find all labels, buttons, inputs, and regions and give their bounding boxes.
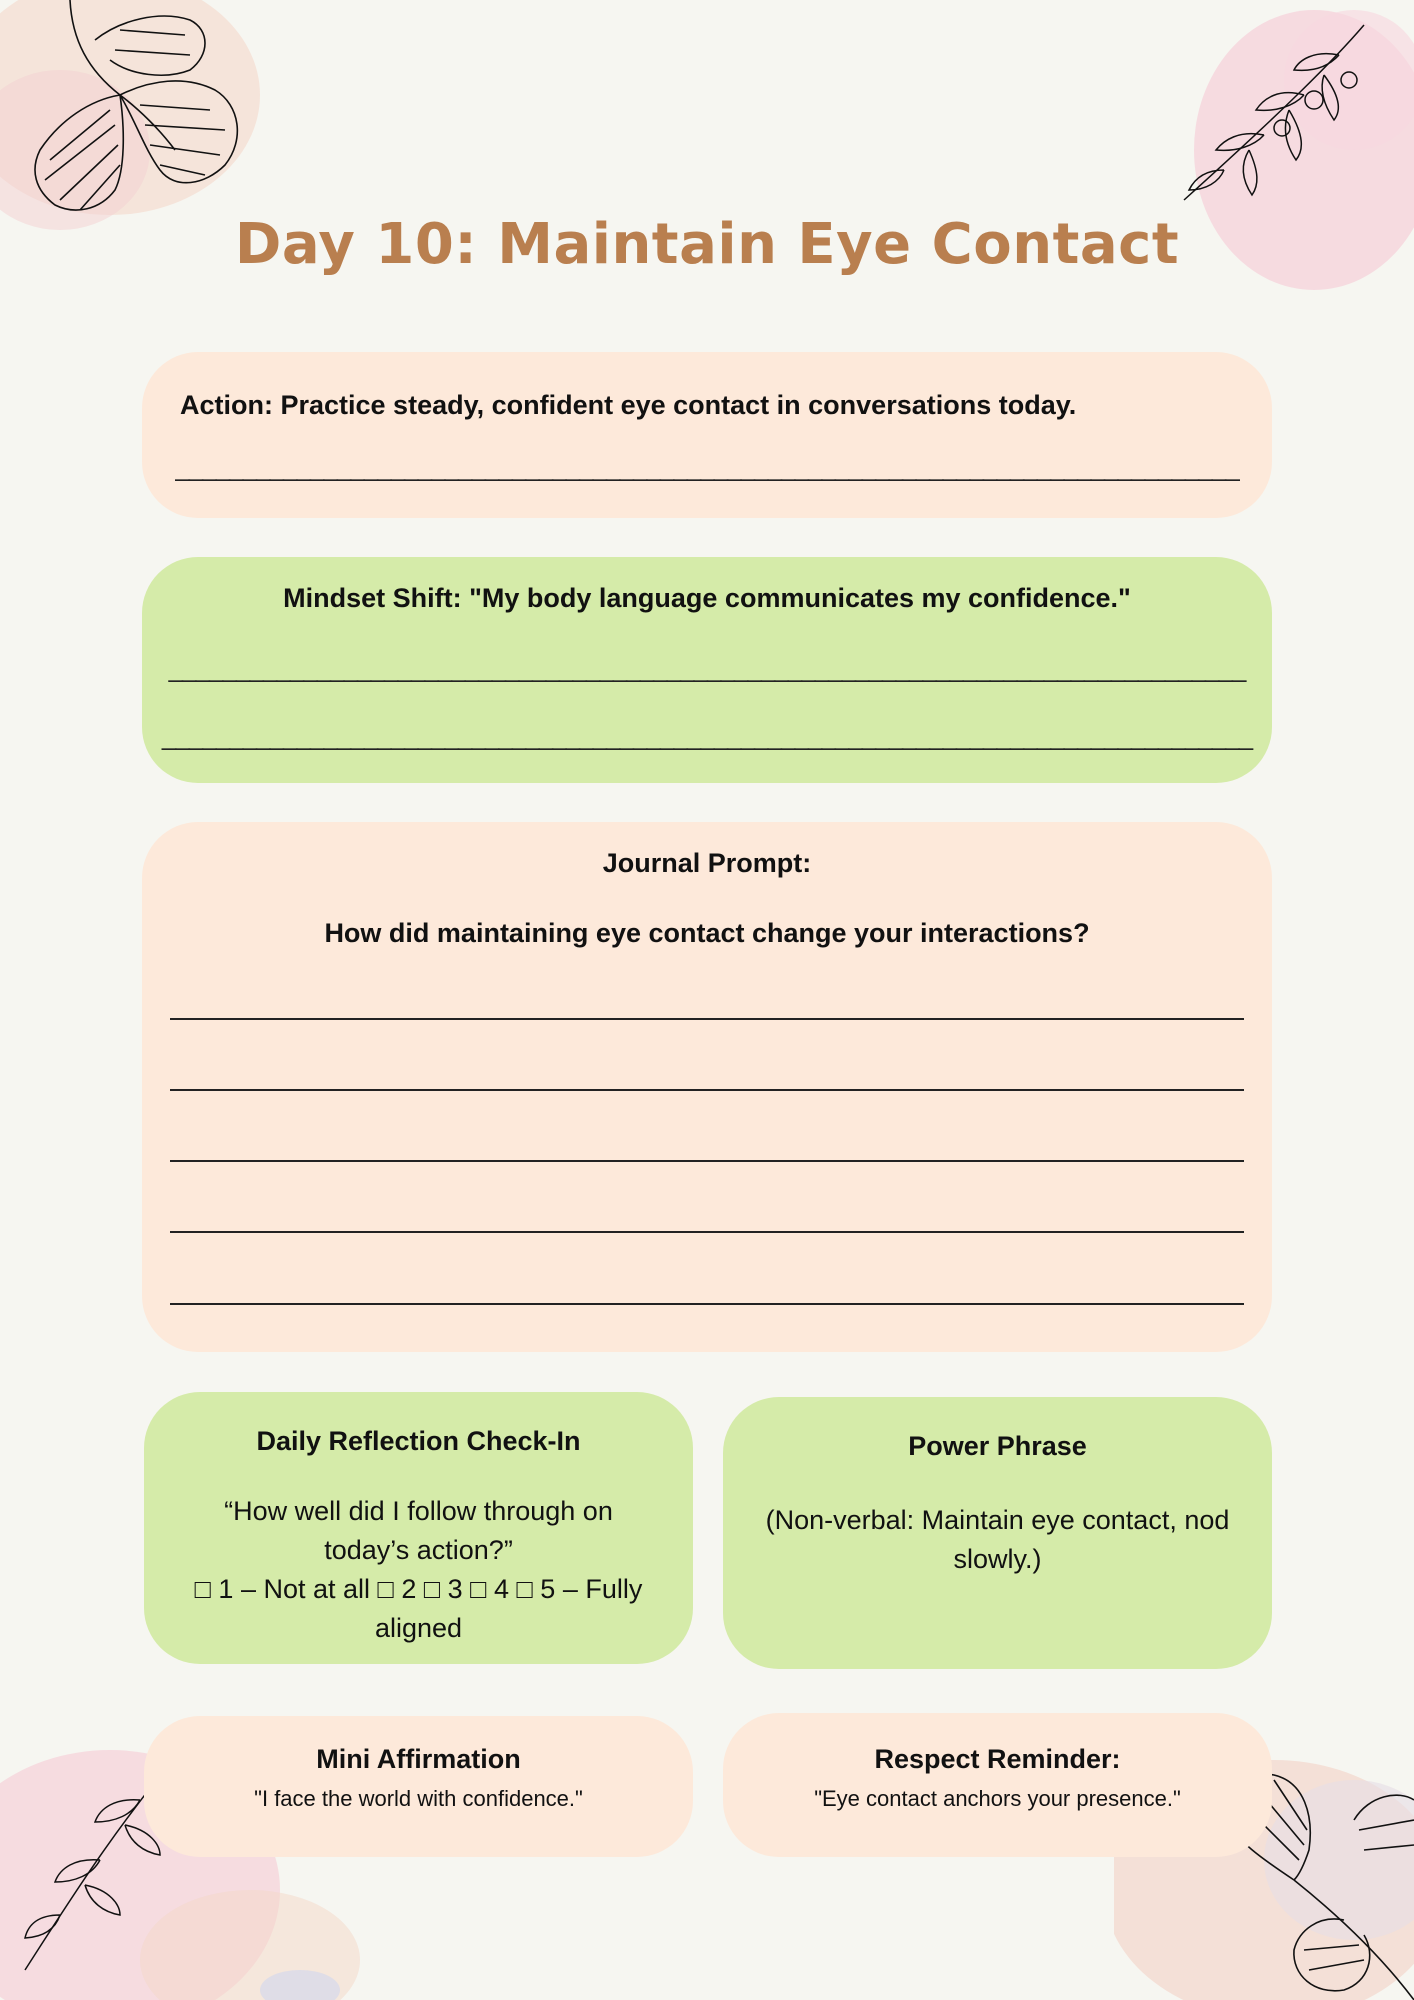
top-left-ginkgo-icon (0, 0, 300, 240)
action-card (142, 352, 1272, 518)
reflection-card (144, 1392, 693, 1664)
journal-writing-line[interactable] (170, 1089, 1244, 1091)
journal-heading: Journal Prompt: (602, 848, 812, 878)
mindset-text: Mindset Shift: "My body language communicates my confidence." (283, 583, 1131, 613)
mini-affirmation-card (144, 1716, 693, 1857)
reflection-question: “How well did I follow through on today’s action?” (224, 1496, 613, 1565)
power-phrase-text: (Non-verbal: Maintain eye contact, nod slowly.) (765, 1505, 1230, 1574)
journal-writing-line[interactable] (170, 1160, 1244, 1162)
respect-reminder-text: "Eye contact anchors your presence." (814, 1786, 1181, 1811)
respect-reminder-heading: Respect Reminder: (874, 1744, 1121, 1774)
mindset-writing-line-2[interactable]: _________________________________________________________________________________ (161, 721, 1253, 751)
page-title: Day 10: Maintain Eye Contact (234, 212, 1180, 277)
journal-writing-line[interactable] (170, 1303, 1244, 1305)
mindset-writing-line-1[interactable]: ________________________________________________________________________________ (168, 653, 1246, 683)
mindset-card (142, 557, 1272, 783)
journal-writing-line[interactable] (170, 1231, 1244, 1233)
reflection-scale[interactable]: □ 1 – Not at all □ 2 □ 3 □ 4 □ 5 – Fully aligned (194, 1574, 643, 1643)
reflection-heading: Daily Reflection Check-In (256, 1426, 581, 1456)
mini-affirmation-text: "I face the world with confidence." (254, 1786, 583, 1811)
respect-reminder-card (723, 1713, 1272, 1857)
mini-affirmation-heading: Mini Affirmation (316, 1744, 521, 1774)
journal-writing-line[interactable] (170, 1018, 1244, 1020)
journal-question: How did maintaining eye contact change your interactions? (324, 918, 1090, 948)
power-phrase-card (723, 1397, 1272, 1669)
action-text: Action: Practice steady, confident eye contact in conversations today. (180, 390, 1077, 420)
journal-card (142, 822, 1272, 1352)
power-phrase-heading: Power Phrase (908, 1431, 1087, 1461)
action-writing-line[interactable]: _______________________________________________________________________________ (175, 452, 1239, 482)
